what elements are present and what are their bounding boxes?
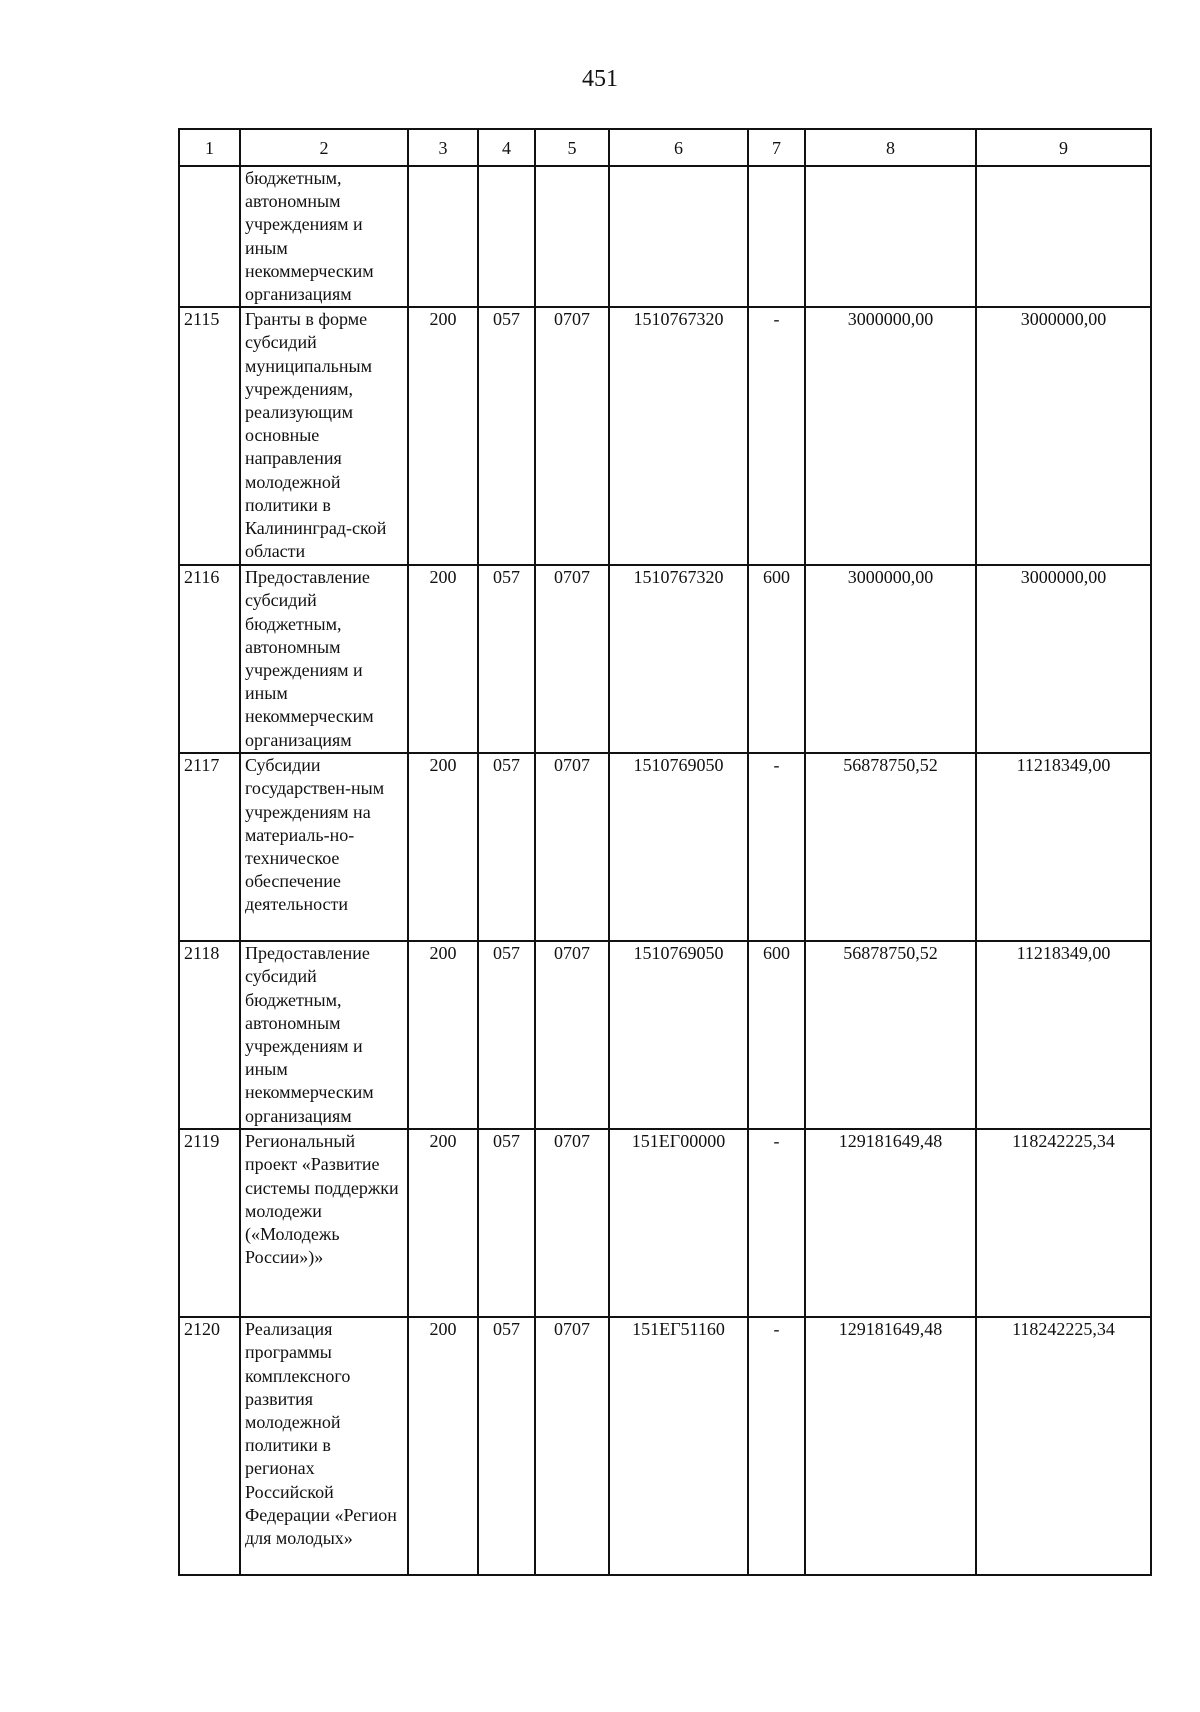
- row-name-cell: Региональный проект «Развитие системы поддержки молодежи («Молодежь России»)»: [240, 1129, 408, 1317]
- row-name-cell: Реализация программы комплексного развития молодежной политики в регионах Российской Федерации «Регион для молодых»: [240, 1317, 408, 1575]
- header-cell: 5: [535, 129, 609, 166]
- cell-col4: 057: [478, 565, 535, 753]
- cell-col9: 118242225,34: [976, 1129, 1151, 1317]
- cell-col8: 56878750,52: [805, 753, 976, 941]
- cell-col3: 200: [408, 1317, 478, 1575]
- table-row: [179, 941, 1151, 1129]
- row-number-cell: 2116: [179, 565, 240, 753]
- cell-col8: 3000000,00: [805, 565, 976, 753]
- row-name-cell: Предоставление субсидий бюджетным, автономным учреждениям и иным некоммерческим организациям: [240, 941, 408, 1129]
- cell-col5: 0707: [535, 1317, 609, 1575]
- cell-col7: 600: [748, 941, 805, 1129]
- cell-col7: -: [748, 753, 805, 941]
- table-row: [179, 565, 1151, 753]
- cell-col8: 129181649,48: [805, 1317, 976, 1575]
- table-row: [179, 753, 1151, 941]
- cell-col8: 56878750,52: [805, 941, 976, 1129]
- row-name-cell: Субсидии государствен-ным учреждениям на материаль-но-техническое обеспечение деятельности: [240, 753, 408, 941]
- table-row: [179, 307, 1151, 565]
- cell-col3: [408, 166, 478, 307]
- cell-col4: 057: [478, 941, 535, 1129]
- row-number-cell: 2120: [179, 1317, 240, 1575]
- header-cell: 7: [748, 129, 805, 166]
- header-cell: 2: [240, 129, 408, 166]
- cell-col9: 3000000,00: [976, 307, 1151, 565]
- cell-col3: 200: [408, 565, 478, 753]
- cell-col4: 057: [478, 307, 535, 565]
- header-cell: 9: [976, 129, 1151, 166]
- cell-col6: 151ЕГ51160: [609, 1317, 748, 1575]
- cell-col4: 057: [478, 1129, 535, 1317]
- cell-col9: 3000000,00: [976, 565, 1151, 753]
- cell-col6: 1510767320: [609, 307, 748, 565]
- cell-col3: 200: [408, 1129, 478, 1317]
- row-number-cell: 2118: [179, 941, 240, 1129]
- row-number-cell: [179, 166, 240, 307]
- row-name-cell: Гранты в форме субсидий муниципальным учреждениям, реализующим основные направления молодежной политики в Калининград-ской области: [240, 307, 408, 565]
- cell-col6: [609, 166, 748, 307]
- cell-col6: 1510767320: [609, 565, 748, 753]
- cell-col9: 118242225,34: [976, 1317, 1151, 1575]
- cell-col3: 200: [408, 753, 478, 941]
- table-row: [179, 1317, 1151, 1575]
- cell-col4: [478, 166, 535, 307]
- cell-col3: 200: [408, 941, 478, 1129]
- budget-table: [178, 128, 1152, 1576]
- row-number-cell: 2115: [179, 307, 240, 565]
- cell-col8: [805, 166, 976, 307]
- cell-col5: 0707: [535, 753, 609, 941]
- header-cell: 4: [478, 129, 535, 166]
- table-row-continuation: [179, 166, 1151, 307]
- cell-col5: 0707: [535, 941, 609, 1129]
- row-name-cell: бюджетным, автономным учреждениям и иным некоммерческим организациям: [240, 166, 408, 307]
- header-row: [179, 129, 1151, 166]
- cell-col5: 0707: [535, 307, 609, 565]
- cell-col8: 3000000,00: [805, 307, 976, 565]
- cell-col4: 057: [478, 1317, 535, 1575]
- page-number: 451: [582, 66, 618, 92]
- row-number-cell: 2119: [179, 1129, 240, 1317]
- cell-col7: -: [748, 1129, 805, 1317]
- cell-col7: 600: [748, 565, 805, 753]
- header-cell: 6: [609, 129, 748, 166]
- cell-col5: [535, 166, 609, 307]
- cell-col7: -: [748, 307, 805, 565]
- header-cell: 1: [179, 129, 240, 166]
- cell-col6: 1510769050: [609, 941, 748, 1129]
- row-name-cell: Предоставление субсидий бюджетным, автономным учреждениям и иным некоммерческим организациям: [240, 565, 408, 753]
- cell-col3: 200: [408, 307, 478, 565]
- cell-col9: 11218349,00: [976, 753, 1151, 941]
- row-number-cell: 2117: [179, 753, 240, 941]
- header-cell: 3: [408, 129, 478, 166]
- cell-col9: [976, 166, 1151, 307]
- cell-col5: 0707: [535, 1129, 609, 1317]
- cell-col8: 129181649,48: [805, 1129, 976, 1317]
- cell-col6: 151ЕГ00000: [609, 1129, 748, 1317]
- cell-col7: -: [748, 1317, 805, 1575]
- cell-col7: [748, 166, 805, 307]
- header-cell: 8: [805, 129, 976, 166]
- cell-col6: 1510769050: [609, 753, 748, 941]
- table-row: [179, 1129, 1151, 1317]
- cell-col5: 0707: [535, 565, 609, 753]
- cell-col9: 11218349,00: [976, 941, 1151, 1129]
- cell-col4: 057: [478, 753, 535, 941]
